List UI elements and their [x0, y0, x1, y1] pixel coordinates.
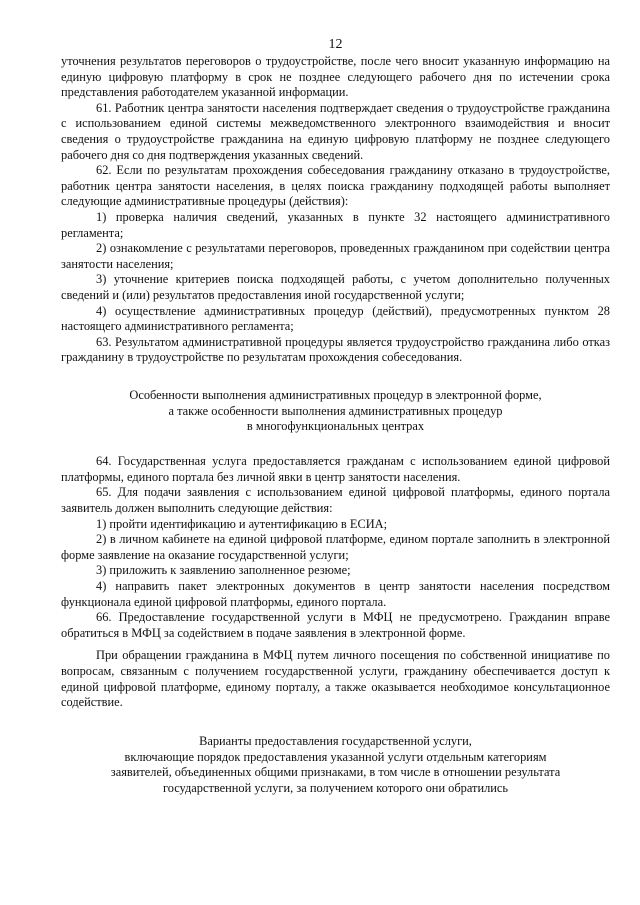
- heading-line: Варианты предоставления государственной услуги,: [199, 733, 472, 748]
- page-number: 12: [328, 37, 343, 52]
- spacer: [61, 641, 610, 648]
- paragraph-63: 63. Результатом административной процедуры является трудоустройство гражданина либо отказ гражданину в трудоустройстве по результатам прохождения собеседования.: [61, 334, 610, 365]
- list-item-62-1: 1) проверка наличия сведений, указанных в пункте 32 настоящего административного регламента;: [61, 209, 610, 240]
- list-item-65-1: 1) пройти идентификацию и аутентификацию в ЕСИА;: [96, 516, 388, 531]
- heading-line: включающие порядок предоставления указанной услуги отдельным категориям: [124, 749, 547, 764]
- heading-line: заявителей, объединенных общими признаками, в том числе в отношении результата: [110, 765, 561, 780]
- spacer: [61, 435, 610, 454]
- section-heading-electronic-form: [61, 388, 610, 435]
- heading-line: а также особенности выполнения административных процедур: [168, 403, 503, 418]
- list-item-62-4: 4) осуществление административных процедур (действий), предусмотренных пунктом 28 настоящего административного регламента;: [61, 303, 610, 334]
- list-item-65-2: 2) в личном кабинете на единой цифровой платформе, едином портале заполнить в электронной форме заявление на оказание государственной услуги;: [61, 532, 610, 562]
- heading-line: государственной услуги, за получением которого они обратились: [162, 781, 509, 796]
- spacer: [61, 366, 610, 388]
- heading-line: в многофункциональных центрах: [246, 419, 425, 434]
- paragraph-62: 62. Если по результатам прохождения собеседования гражданину отказано в трудоустройстве, работник центра занятости населения, в целях поиска гражданину подходящей работы выполняет следующие административные процедуры (действия):: [61, 163, 610, 209]
- spacer: [61, 711, 610, 734]
- section-heading-service-variants: [61, 734, 610, 797]
- list-item-62-3: 3) уточнение критериев поиска подходящей работы, с учетом дополнительно полученных сведений и (или) результатов предоставления иной государственной услуги;: [61, 272, 610, 302]
- heading-line: Особенности выполнения административных процедур в электронной форме,: [129, 387, 542, 402]
- paragraph-64: 64. Государственная услуга предоставляется гражданам с использованием единой цифровой платформы, единого портала без личной явки в центр занятости населения.: [61, 454, 610, 484]
- paragraph-mfc-access: При обращении гражданина в МФЦ путем личного посещения по собственной инициативе по вопросам, связанным с получением государственной услуги, гражданину обеспечивается доступ к единой цифровой платформе, единому порталу, а также оказывается необходимое консультационное содействие.: [61, 648, 610, 710]
- paragraph-continuation: уточнения результатов переговоров о трудоустройстве, после чего вносит указанную информацию на единую цифровую платформу в срок не позднее следующего рабочего дня по истечении срока представления работодателем указанной информации.: [61, 54, 610, 100]
- paragraph-61: 61. Работник центра занятости населения подтверждает сведения о трудоустройстве гражданина с использованием единой системы межведомственного электронного взаимодействия и вносит сведения о трудоустройстве гражданина на единую цифровую платформу не позднее следующего рабочего дня со дня подтверждения указанных сведений.: [61, 100, 610, 162]
- paragraph-65: 65. Для подачи заявления с использованием единой цифровой платформы, единого портала заявитель должен выполнить следующие действия:: [61, 485, 610, 516]
- paragraph-66: 66. Предоставление государственной услуги в МФЦ не предусмотрено. Гражданин вправе обратиться в МФЦ за содействием в подаче заявления в электронной форме.: [61, 610, 610, 640]
- document-page: [61, 36, 610, 797]
- list-item-62-2: 2) ознакомление с результатами переговоров, проведенных гражданином при содействии центра занятости населения;: [61, 241, 610, 271]
- list-item-65-3: 3) приложить к заявлению заполненное резюме;: [96, 563, 351, 578]
- list-item-65-4: 4) направить пакет электронных документов в центр занятости населения посредством функционала единой цифровой платформы, единого портала.: [61, 579, 610, 609]
